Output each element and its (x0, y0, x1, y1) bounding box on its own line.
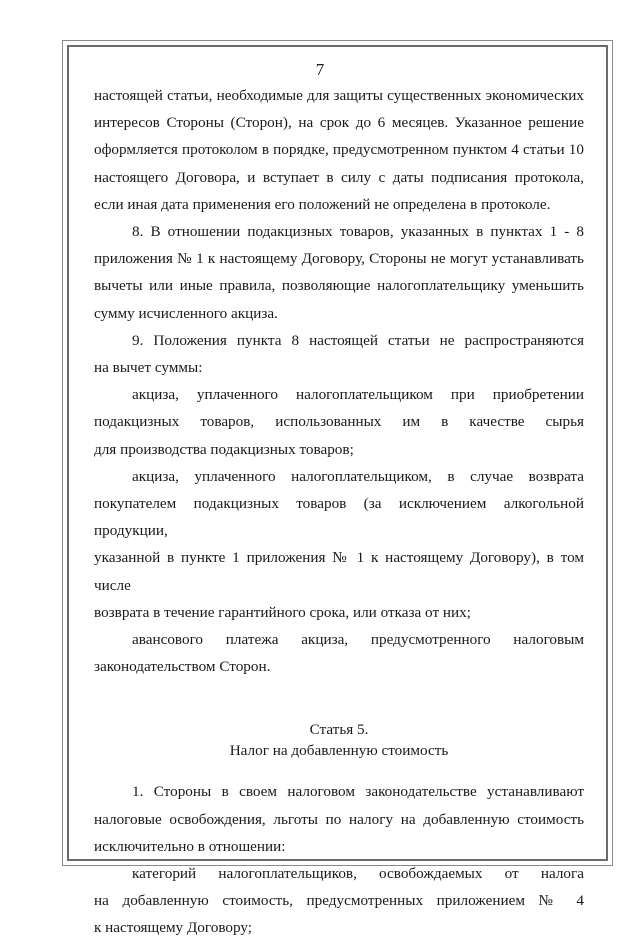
text-line: 9. Положения пункта 8 настоящей статьи не распространяются (132, 331, 584, 349)
text-line: интересов Стороны (Сторон), на срок до 6 месяцев. Указанное решение (94, 114, 584, 132)
article-title: Налог на добавленную стоимость (229, 742, 449, 760)
text-line: 1. Стороны в своем налоговом законодательстве устанавливают (132, 783, 584, 801)
text-line: к настоящему Договору; (94, 919, 253, 937)
text-line: указанной в пункте 1 приложения № 1 к настоящему Договору), в том числе (94, 549, 584, 594)
text-line: если иная дата применения его положений не определена в протоколе. (94, 195, 551, 213)
text-line: 8. В отношении подакцизных товаров, указанных в пунктах 1 - 8 (132, 223, 584, 241)
text-line: на добавленную стоимость, предусмотренных приложением № 4 (94, 892, 584, 910)
text-line: сумму исчисленного акциза. (94, 304, 278, 322)
text-line: категорий налогоплательщиков, освобождаемых от налога (132, 865, 584, 883)
text-line: покупателем подакцизных товаров (за исключением алкогольной продукции, (94, 495, 584, 540)
page-number: 7 (315, 60, 325, 79)
text-line: вычеты или иные правила, позволяющие налогоплательщику уменьшить (94, 277, 584, 295)
text-line: авансового платежа акциза, предусмотренного налоговым (132, 631, 584, 649)
text-line: для производства подакцизных товаров; (94, 440, 354, 458)
text-line: налоговые освобождения, льготы по налогу на добавленную стоимость (94, 810, 584, 828)
spacer (94, 761, 584, 778)
text-line: приложения № 1 к настоящему Договору, Стороны не могут устанавливать (94, 250, 584, 268)
text-line: исключительно в отношении: (94, 837, 286, 855)
text-line: настоящего Договора, и вступает в силу с даты подписания протокола, (94, 168, 584, 186)
text-line: акциза, уплаченного налогоплательщиком при приобретении (132, 386, 584, 404)
document-body (94, 82, 584, 942)
text-line: настоящей статьи, необходимые для защиты существенных экономических (94, 87, 584, 104)
text-line: акциза, уплаченного налогоплательщиком, в случае возврата (132, 467, 584, 485)
text-line: оформляется протоколом в порядке, предусмотренном пунктом 4 статьи 10 (94, 141, 584, 159)
spacer (94, 680, 584, 719)
article-number: Статья 5. (309, 721, 369, 739)
text-line: подакцизных товаров, использованных им в качестве сырья (94, 413, 584, 431)
text-line: на вычет суммы: (94, 359, 203, 377)
text-line: возврата в течение гарантийного срока, или отказа от них; (94, 603, 471, 621)
text-line: законодательством Сторон. (94, 658, 271, 676)
